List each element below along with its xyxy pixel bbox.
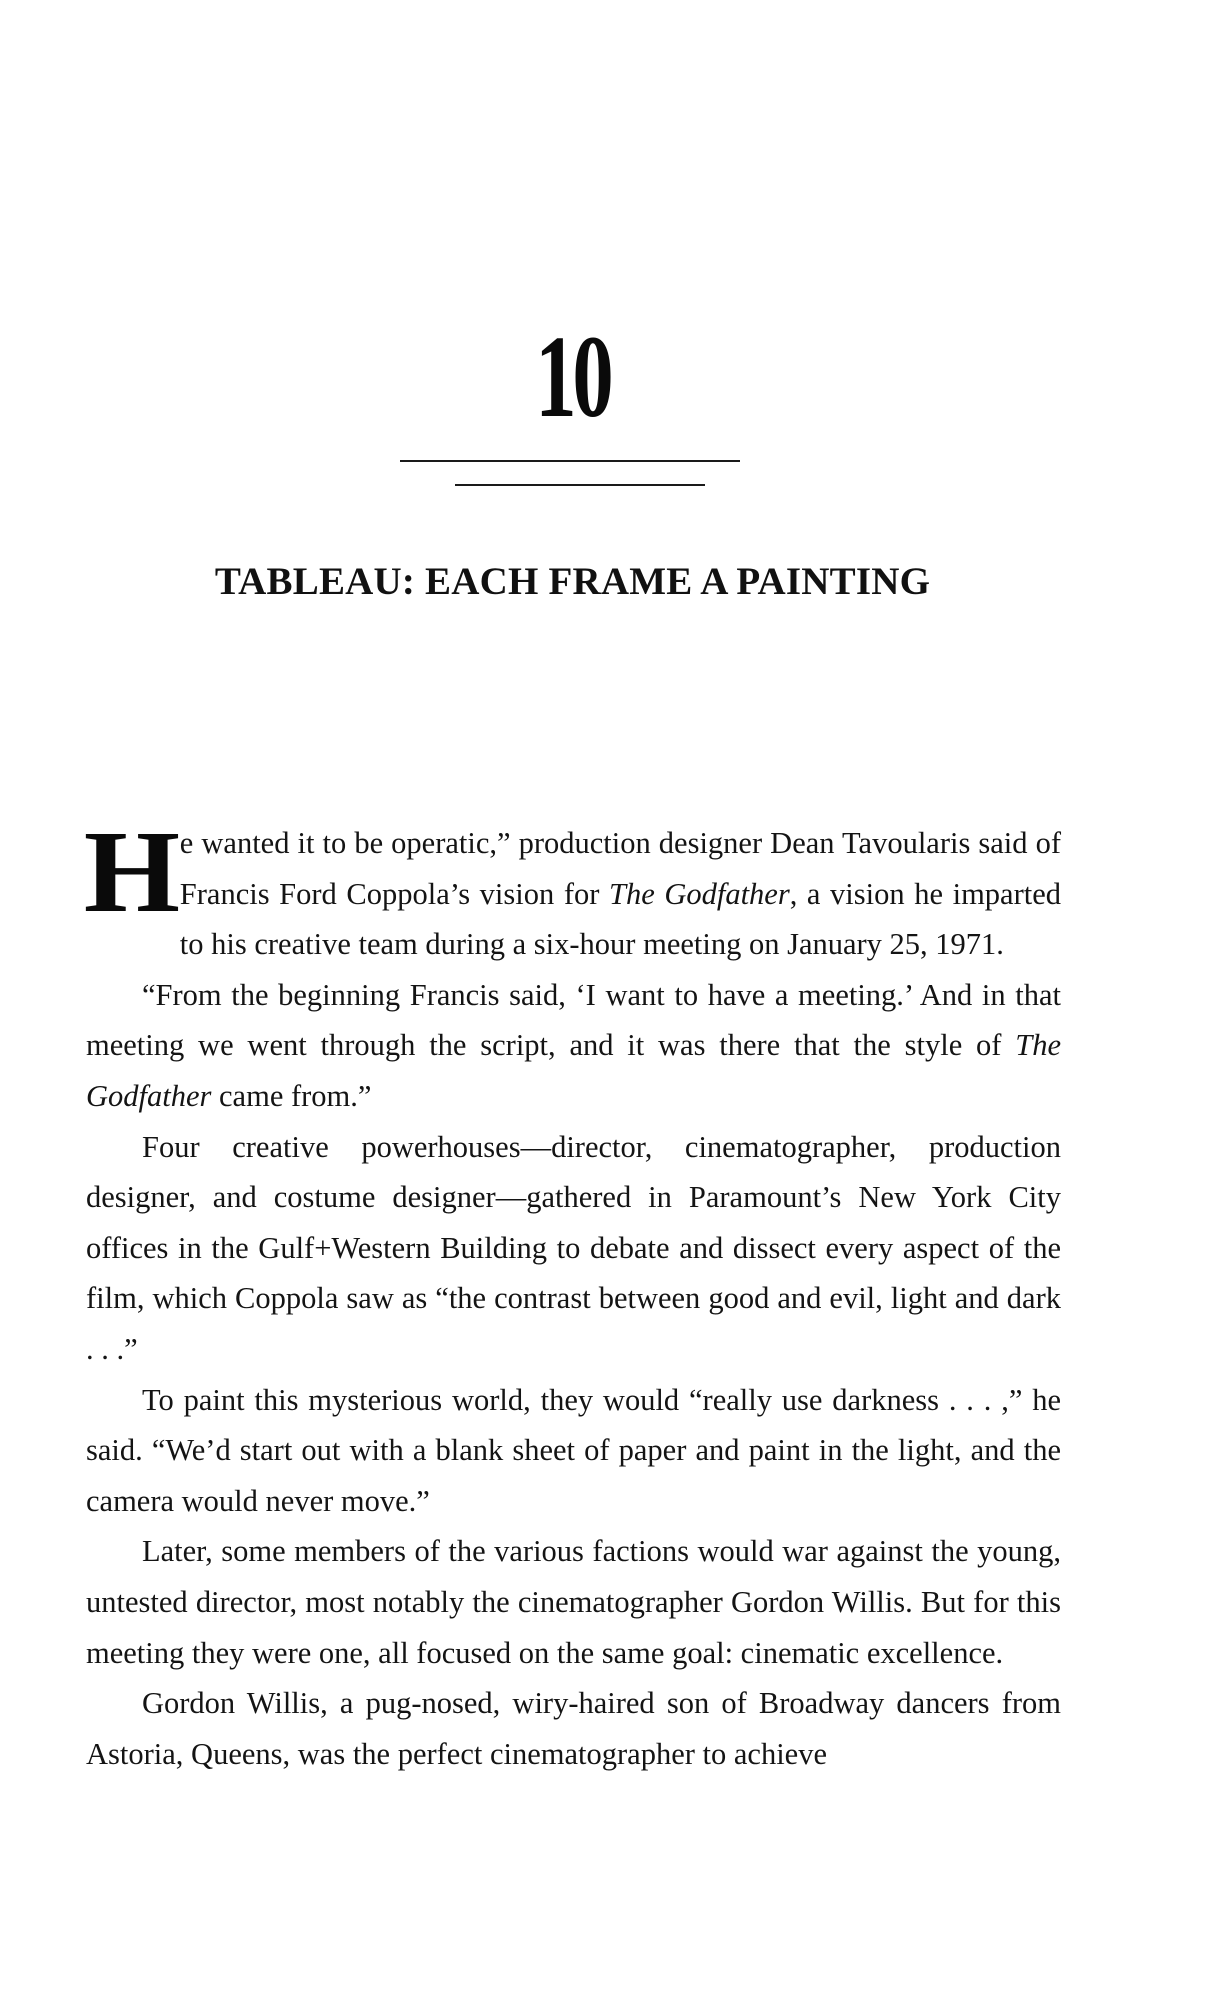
paragraph: Four creative powerhouses—director, cinematographer, production designer, and costume designer—gathered in Paramount’s New York City offices in the Gulf+Western Building to debate and dissect every aspect of the film, which Coppola saw as “the contrast between good and evil, light and dark . . .” xyxy=(86,1129,1061,1366)
chapter-number: 10 xyxy=(535,311,610,442)
paragraph: To paint this mysterious world, they would “really use darkness . . . ,” he said. “We’d start out with a blank sheet of paper and paint in the light, and the camera would never move.” xyxy=(86,1382,1061,1518)
chapter-body xyxy=(83,806,1061,1779)
paragraph-text: e wanted it to be operatic,” production designer Dean Tavoularis said of Francis Ford Coppola’s vision for xyxy=(179,826,1061,911)
paragraph-text: came from.” xyxy=(211,1078,372,1113)
chapter-title: TABLEAU: EACH FRAME A PAINTING xyxy=(214,560,931,603)
drop-cap: H xyxy=(83,806,179,937)
ornament-rule-bottom xyxy=(455,484,705,486)
paragraph xyxy=(83,806,1061,970)
film-title: The Godfather xyxy=(86,1028,1061,1113)
ornament-rule-top xyxy=(400,460,740,462)
paragraph-text: “From the beginning Francis said, ‘I want to have a meeting.’ And in that meeting we went through the script, and it was there that the style of xyxy=(86,977,1061,1063)
paragraph-text: , a vision he imparted to his creative team during a six-hour meeting on January 25, 1971. xyxy=(179,876,1061,962)
paragraph: Gordon Willis, a pug-nosed, wiry-haired son of Broadway dancers from Astoria, Queens, was the perfect cinematographer to achieve xyxy=(86,1686,1061,1771)
paragraph: Later, some members of the various factions would war against the young, untested director, most notably the cinematographer Gordon Willis. But for this meeting they were one, all focused on the same goal: cinematic excellence. xyxy=(86,1534,1061,1670)
film-title: The Godfather xyxy=(608,876,790,911)
paragraph xyxy=(86,970,1061,1122)
